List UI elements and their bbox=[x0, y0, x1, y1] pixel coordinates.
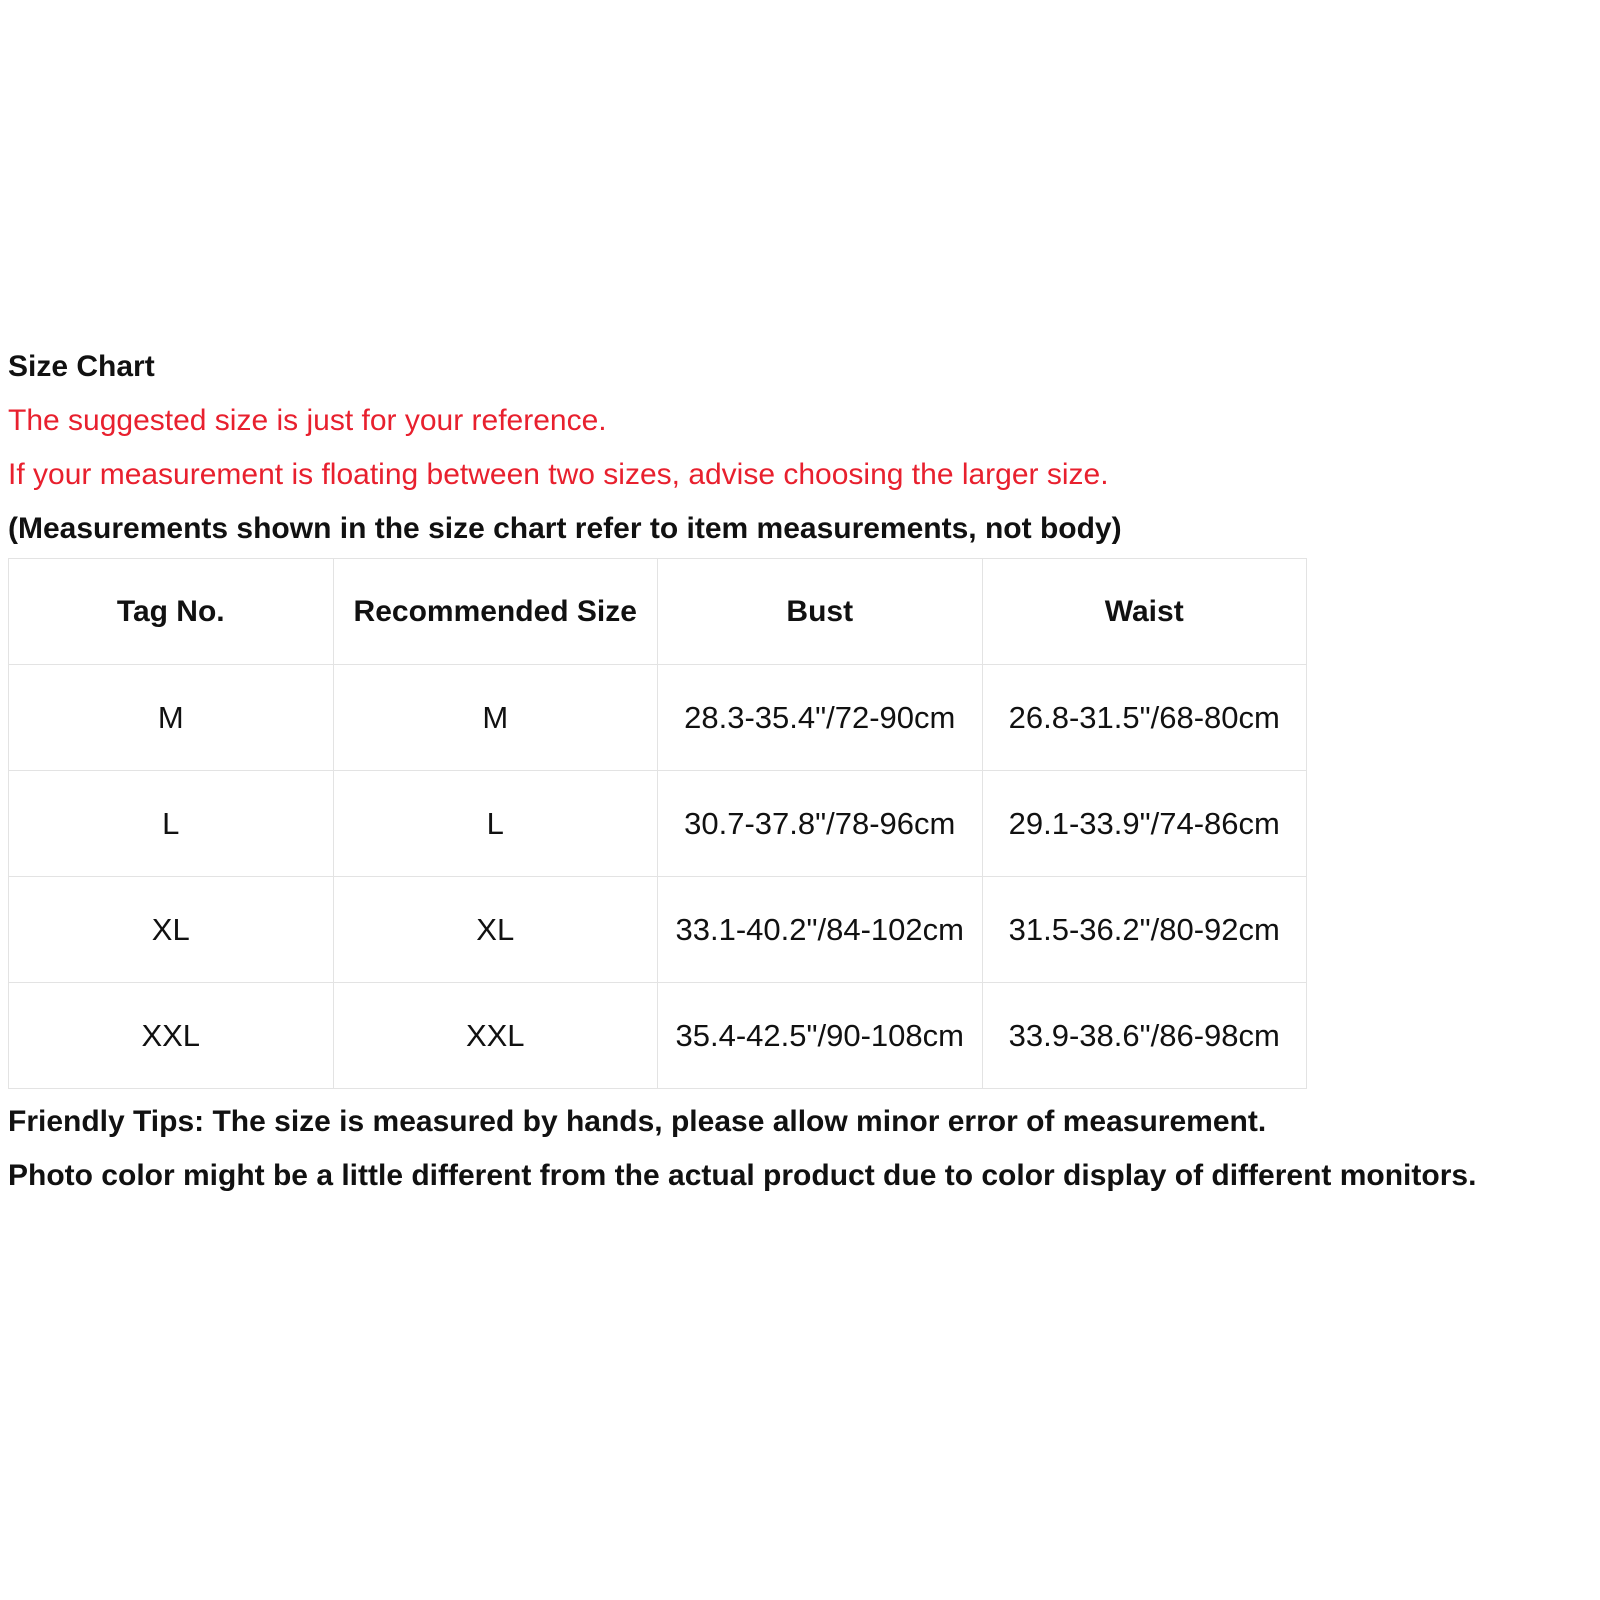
tip-color-difference: Photo color might be a little different from the actual product due to color display of different monitors. bbox=[8, 1159, 1477, 1192]
header-tag-no: Tag No. bbox=[9, 559, 334, 665]
cell-recommended-size: L bbox=[333, 771, 658, 877]
cell-bust: 28.3-35.4"/72-90cm bbox=[658, 665, 983, 771]
measurement-note: (Measurements shown in the size chart refer to item measurements, not body) bbox=[8, 512, 1122, 545]
table-row bbox=[9, 665, 1307, 771]
table-header-row bbox=[9, 559, 1307, 665]
cell-recommended-size: XXL bbox=[333, 983, 658, 1089]
cell-waist: 33.9-38.6"/86-98cm bbox=[982, 983, 1307, 1089]
cell-bust: 30.7-37.8"/78-96cm bbox=[658, 771, 983, 877]
reference-note: The suggested size is just for your reference. bbox=[8, 404, 607, 437]
larger-size-advice: If your measurement is floating between two sizes, advise choosing the larger size. bbox=[8, 458, 1109, 491]
cell-waist: 29.1-33.9"/74-86cm bbox=[982, 771, 1307, 877]
size-table bbox=[8, 558, 1307, 1089]
table-row bbox=[9, 877, 1307, 983]
cell-tag-no: M bbox=[9, 665, 334, 771]
size-chart-sheet bbox=[8, 340, 1598, 1203]
tip-measurement-error: Friendly Tips: The size is measured by hands, please allow minor error of measurement. bbox=[8, 1105, 1267, 1138]
cell-bust: 33.1-40.2"/84-102cm bbox=[658, 877, 983, 983]
cell-recommended-size: XL bbox=[333, 877, 658, 983]
table-row bbox=[9, 771, 1307, 877]
cell-tag-no: L bbox=[9, 771, 334, 877]
header-waist: Waist bbox=[982, 559, 1307, 665]
header-bust: Bust bbox=[658, 559, 983, 665]
size-chart-title: Size Chart bbox=[8, 350, 155, 383]
friendly-tips bbox=[8, 1095, 1598, 1203]
cell-waist: 26.8-31.5"/68-80cm bbox=[982, 665, 1307, 771]
cell-recommended-size: M bbox=[333, 665, 658, 771]
cell-tag-no: XXL bbox=[9, 983, 334, 1089]
cell-bust: 35.4-42.5"/90-108cm bbox=[658, 983, 983, 1089]
cell-waist: 31.5-36.2"/80-92cm bbox=[982, 877, 1307, 983]
cell-tag-no: XL bbox=[9, 877, 334, 983]
header-recommended-size: Recommended Size bbox=[333, 559, 658, 665]
table-row bbox=[9, 983, 1307, 1089]
